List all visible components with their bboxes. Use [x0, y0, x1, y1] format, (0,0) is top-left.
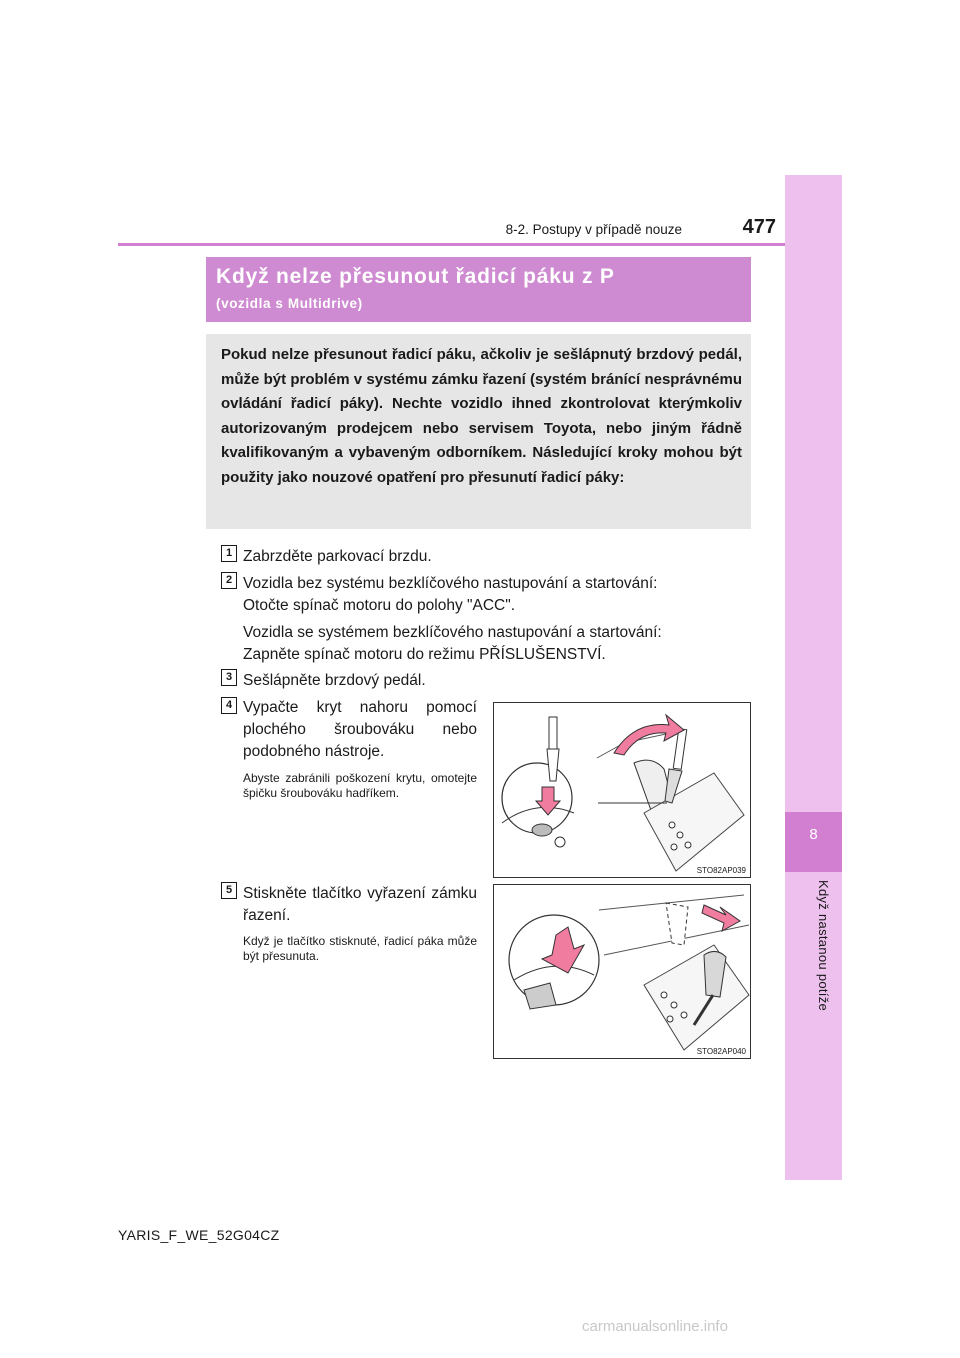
step-text: Zapněte spínač motoru do režimu PŘÍSLUŠENSTVÍ.: [243, 646, 606, 663]
figure-label: STO82AP039: [696, 866, 746, 875]
step-note: Abyste zabránili poškození krytu, omotejte špičku šroubováku hadříkem.: [243, 771, 477, 800]
step-number: 5: [221, 882, 237, 899]
step-text: Otočte spínač motoru do polohy "ACC".: [243, 597, 516, 614]
watermark: carmanualsonline.info: [582, 1318, 728, 1335]
shift-lock-release-illustration: [494, 885, 750, 1058]
page-number: 477: [742, 216, 776, 238]
step-note: Když je tlačítko stisknuté, řadicí páka může být přesunuta.: [243, 934, 477, 963]
shift-cover-illustration: [494, 703, 750, 877]
figure-shift-cover: [493, 702, 751, 878]
page-subtitle: (vozidla s Multidrive): [216, 296, 363, 311]
page-title: Když nelze přesunout řadicí páku z P: [216, 265, 615, 288]
step-text: Stiskněte tlačítko vyřazení zámku řazení.: [243, 885, 477, 924]
document-code: YARIS_F_WE_52G04CZ: [118, 1227, 280, 1243]
chapter-number: 8: [809, 826, 818, 843]
step-number: 2: [221, 572, 237, 589]
step-number: 3: [221, 669, 237, 686]
header-rule: [118, 243, 785, 246]
step-number: 1: [221, 545, 237, 562]
figure-shift-lock-release: [493, 884, 751, 1059]
step-number: 4: [221, 697, 237, 714]
chapter-title: Když nastanou potíže: [816, 880, 831, 1012]
figure-label: STO82AP040: [696, 1047, 746, 1056]
step-text: Vozidla bez systému bezklíčového nastupování a startování:: [243, 575, 658, 592]
step-text: Vozidla se systémem bezklíčového nastupování a startování:: [243, 624, 662, 641]
step-text: Zabrzděte parkovací brzdu.: [243, 548, 432, 565]
intro-text: Pokud nelze přesunout řadicí páku, ačkoliv je sešlápnutý brzdový pedál, může být problém v systému zámku řazení (systém bránící nesprávnému ovládání řadicí páky). Nechte vozidlo ihned zkontrolovat kterýmkoliv autorizovaným prodejcem nebo servisem Toyota, nebo jiným řádně kvalifikovaným a vybaveným odborníkem. Následující kroky mohou být použity jako nouzové opatření pro přesunutí řadicí páky:: [221, 346, 742, 486]
step-text: Vypačte kryt nahoru pomocí plochého šroubováku nebo podobného nástroje.: [243, 699, 477, 760]
step-text: Sešlápněte brzdový pedál.: [243, 672, 426, 689]
section-title: 8-2. Postupy v případě nouze: [505, 222, 682, 237]
